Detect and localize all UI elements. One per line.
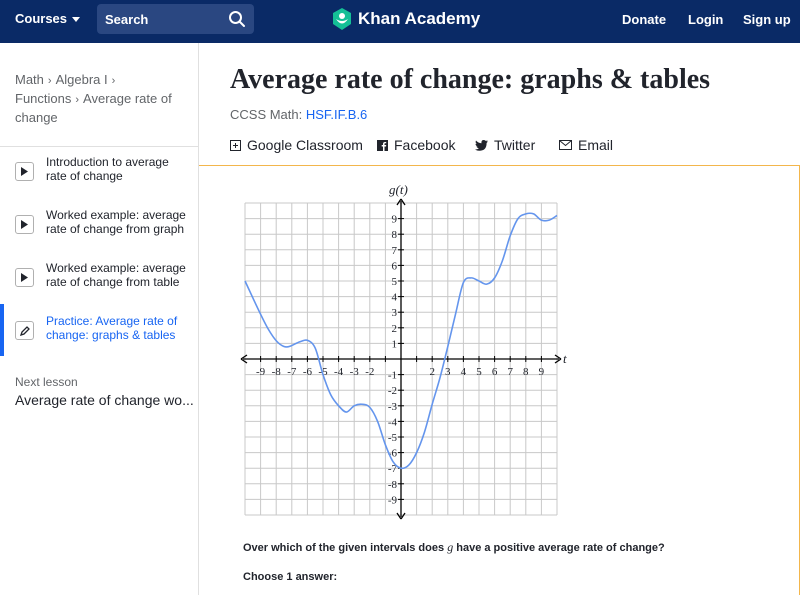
graph-tick-labels bbox=[256, 214, 545, 507]
x-tick-label: 9 bbox=[538, 366, 545, 378]
logo-text: Khan Academy bbox=[358, 9, 481, 28]
question-suffix: have a positive average rate of change? bbox=[456, 542, 665, 554]
x-tick-label: -5 bbox=[318, 366, 328, 378]
signup-link[interactable]: Sign up bbox=[743, 12, 791, 27]
chevron-down-icon bbox=[72, 17, 80, 22]
next-lesson-link[interactable]: Average rate of change wo... bbox=[15, 392, 194, 408]
facebook-button[interactable] bbox=[377, 137, 455, 153]
y-tick-label: 4 bbox=[391, 291, 397, 304]
y-tick-label: 9 bbox=[391, 213, 397, 226]
graph-axes bbox=[241, 199, 561, 519]
video-play-icon bbox=[15, 268, 34, 287]
breadcrumb-item-math[interactable]: Math bbox=[15, 72, 44, 87]
google-classroom-button[interactable] bbox=[230, 137, 363, 153]
y-tick-label: 7 bbox=[391, 244, 397, 257]
function-graph bbox=[230, 178, 580, 523]
y-tick-label: -4 bbox=[387, 416, 397, 429]
google-classroom-icon bbox=[230, 140, 241, 151]
video-play-icon bbox=[15, 215, 34, 234]
chevron-right-icon: › bbox=[47, 75, 52, 87]
x-tick-label: 7 bbox=[507, 366, 513, 378]
ccss-standard bbox=[230, 107, 367, 122]
lesson-label: Worked example: average rate of change from graph bbox=[46, 208, 186, 236]
x-tick-label: -2 bbox=[365, 366, 375, 378]
y-tick-label: -5 bbox=[387, 432, 397, 444]
lesson-label: Practice: Average rate of change: graphs & tables bbox=[46, 314, 178, 342]
search-input[interactable] bbox=[97, 4, 254, 34]
khan-academy-logo[interactable] bbox=[332, 8, 480, 30]
choose-answer-label: Choose 1 answer: bbox=[243, 571, 338, 583]
twitter-icon bbox=[475, 140, 488, 151]
khan-leaf-icon bbox=[332, 8, 352, 30]
facebook-label: Facebook bbox=[394, 137, 456, 153]
y-tick-label: 1 bbox=[391, 338, 397, 351]
courses-label: Courses bbox=[15, 11, 68, 26]
y-tick-label: 2 bbox=[391, 322, 397, 335]
y-tick-label: -6 bbox=[387, 447, 397, 460]
x-tick-label: 2 bbox=[429, 366, 435, 378]
breadcrumb-item-rate[interactable]: Average rate of change bbox=[15, 91, 172, 125]
email-button[interactable] bbox=[559, 137, 613, 153]
sidebar bbox=[0, 43, 199, 595]
y-tick-label: -7 bbox=[387, 463, 397, 476]
breadcrumb-item-functions[interactable]: Functions bbox=[15, 91, 72, 106]
breadcrumb-item-algebra[interactable]: Algebra I bbox=[55, 72, 108, 87]
y-tick-label: 3 bbox=[391, 307, 397, 320]
y-tick-label: 5 bbox=[391, 276, 397, 288]
sidebar-item-graph-video[interactable] bbox=[0, 208, 199, 260]
pencil-icon bbox=[15, 321, 34, 340]
sidebar-item-intro-video[interactable] bbox=[0, 155, 199, 207]
x-tick-label: 4 bbox=[460, 366, 467, 378]
lesson-label: Introduction to average rate of change bbox=[46, 155, 169, 183]
x-axis-label: t bbox=[563, 351, 567, 366]
courses-menu[interactable] bbox=[15, 11, 80, 26]
y-tick-label: -3 bbox=[387, 400, 397, 413]
ccss-prefix: CCSS Math: bbox=[230, 107, 303, 122]
y-tick-label: -9 bbox=[387, 494, 397, 507]
facebook-icon bbox=[377, 140, 388, 151]
question-variable: g bbox=[447, 540, 454, 554]
x-tick-label: 3 bbox=[445, 366, 451, 378]
x-tick-label: -8 bbox=[271, 366, 281, 378]
y-tick-label: 8 bbox=[391, 229, 397, 242]
chevron-right-icon: › bbox=[75, 94, 80, 106]
chevron-right-icon: › bbox=[111, 75, 116, 87]
lesson-label: Worked example: average rate of change from table bbox=[46, 261, 186, 289]
y-tick-label: 6 bbox=[391, 260, 397, 273]
x-tick-label: -7 bbox=[287, 366, 297, 378]
x-tick-label: 8 bbox=[523, 366, 529, 378]
ccss-code-link[interactable]: HSF.IF.B.6 bbox=[305, 107, 368, 122]
page-title: Average rate of change: graphs & tables bbox=[230, 64, 711, 95]
x-tick-label: 6 bbox=[491, 366, 498, 378]
email-label: Email bbox=[578, 137, 614, 153]
x-tick-label: 5 bbox=[476, 366, 482, 378]
twitter-button[interactable] bbox=[475, 137, 535, 153]
video-play-icon bbox=[15, 162, 34, 181]
x-tick-label: -9 bbox=[256, 366, 266, 378]
y-tick-label: -2 bbox=[387, 385, 397, 398]
next-lesson-label: Next lesson bbox=[15, 375, 78, 389]
twitter-label: Twitter bbox=[494, 137, 536, 153]
login-link[interactable]: Login bbox=[688, 12, 724, 27]
email-icon bbox=[559, 140, 572, 150]
sidebar-divider bbox=[0, 146, 199, 147]
sidebar-item-table-video[interactable] bbox=[0, 261, 199, 313]
question-prefix: Over which of the given intervals does bbox=[243, 542, 445, 554]
x-tick-label: -6 bbox=[302, 366, 312, 378]
search-icon[interactable] bbox=[228, 10, 246, 28]
x-tick-label: -3 bbox=[349, 366, 359, 378]
breadcrumb bbox=[15, 71, 190, 127]
top-nav bbox=[0, 0, 800, 43]
question-text bbox=[243, 540, 665, 555]
sidebar-item-practice[interactable] bbox=[0, 314, 199, 366]
x-tick-label: -4 bbox=[334, 366, 344, 378]
google-classroom-label: Google Classroom bbox=[247, 137, 363, 153]
y-tick-label: -8 bbox=[387, 478, 397, 491]
y-axis-label: g(t) bbox=[389, 182, 408, 197]
search-placeholder: Search bbox=[105, 11, 149, 27]
donate-link[interactable]: Donate bbox=[622, 12, 667, 27]
y-tick-label: -1 bbox=[387, 369, 397, 382]
